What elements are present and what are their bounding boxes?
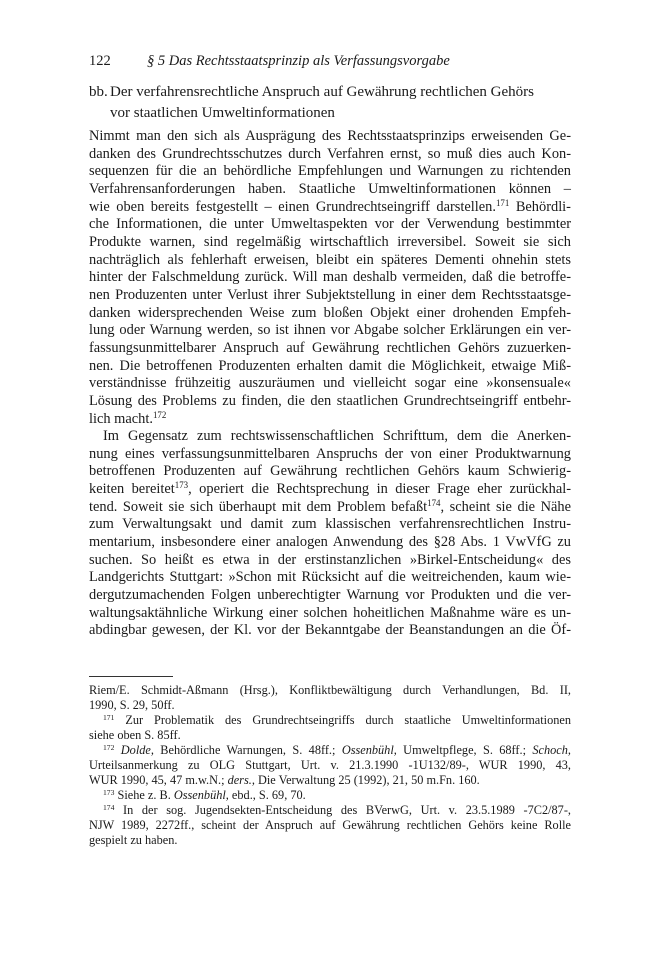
footnote-ref: 174 (427, 497, 441, 508)
text-segment: Siehe z. B. (114, 788, 174, 802)
text-segment: Die Verwaltung 25 (1992), 21, 50 m.Fn. 160. (254, 773, 480, 787)
text-segment: lich macht. (89, 410, 153, 427)
text-segment: , scheint sie die Nähe (440, 498, 571, 515)
footnote-ref: 173 (174, 480, 189, 491)
text-segment: , operiert die Rechtsprechung in dieser Frage eher zurückhal- (188, 481, 571, 498)
section-title-line: vor staatlichen Umweltinformationen (110, 105, 335, 121)
text-segment: Verfahrensanforderungen haben. Staatliche Umweltinformationen können – (89, 180, 571, 197)
text-segment: fassungsunmittelbarer Anspruch auf Gewährung rechtlichen Gehörs zuzuerken- (89, 339, 571, 356)
text-segment: sequenzen für die an behördliche Empfehlungen und Warnungen zu richtenden (89, 163, 571, 180)
text-segment: tend. Soweit sie sich überhaupt mit dem Problem befaßt (89, 498, 428, 515)
text-line (89, 481, 571, 499)
text-segment: danken widersprechenden Weise zum bloßen Objekt einer drohenden Empfeh- (89, 304, 571, 321)
text-line (89, 534, 571, 552)
text-line (89, 234, 571, 252)
text-segment: Zur Problematik des Grundrechtseingriffs durch staatliche Umweltinformationen (114, 713, 571, 727)
text-segment: Riem/E. Schmidt-Aßmann (Hrsg.), Konfliktbewältigung durch Verhandlungen, Bd. II, (89, 683, 571, 697)
footnotes (89, 683, 571, 848)
text-segment: Behördli- (509, 198, 571, 215)
text-segment: hinter der Falschmeldung zurück. Will man deshalb vermeiden, daß die betroffe- (89, 269, 571, 286)
text-segment: ebd., S. 69, 70. (228, 788, 306, 802)
text-segment: Urteilsanmerkung zu OLG Stuttgart, Urt. v. 21.3.1990 -1U132/89-, WUR 1990, 43, (89, 758, 571, 772)
text-line (89, 216, 571, 234)
footnote-line (89, 788, 571, 803)
text-line (89, 128, 571, 146)
text-line (89, 587, 571, 605)
footnote-line (89, 758, 571, 773)
text-segment: betroffenen Produzenten auf Gewährung rechtlichen Gehörs kaum Schwierig- (89, 463, 571, 480)
text-segment: suchen. So heißt es etwa in der erstinstanzlichen »Birkel-Entscheidung« des (89, 551, 571, 568)
italic-author: Dolde, (120, 743, 154, 757)
text-segment: waltungsaktähnliche Wirkung einer solchen hoheitlichen Maßnahme wäre es un- (89, 604, 571, 621)
text-line (89, 516, 571, 534)
italic-author: ders., (227, 773, 255, 787)
text-segment: Umweltpflege, S. 68ff.; (396, 743, 533, 757)
footnote-line (89, 818, 571, 833)
text-segment: siehe oben S. 85ff. (89, 728, 181, 742)
text-segment: Produkte warnen, sind regelmäßig wirtschaftlich irreversibel. Soweit sie sich (89, 233, 571, 250)
footnote-ref: 174 (103, 802, 115, 812)
text-segment: verständnisse frühzeitig auszuräumen und vielleicht sogar eine »konsensuale« (89, 375, 571, 392)
text-segment: Behördliche Warnungen, S. 48ff.; (153, 743, 342, 757)
text-segment: zum Verwaltungsakt und damit zum klassischen verfahrensrechtlichen Instru- (89, 516, 571, 533)
text-line (89, 181, 571, 199)
footnote-line (89, 743, 571, 758)
text-line (89, 622, 571, 640)
page-number: 122 (89, 53, 111, 69)
text-line (89, 163, 571, 181)
footnote-line (89, 683, 571, 698)
text-segment: nen Produzenten unter Verlust ihrer Subjektstellung in einer dem Rechtsstaatsge- (89, 286, 571, 303)
footnote-ref: 172 (103, 742, 115, 752)
text-segment: danken des Grundrechtsschutzes durch Verfahren ernst, so muß dies auch Kon- (89, 145, 571, 162)
running-title: § 5 Das Rechtsstaatsprinzip als Verfassungsvorgabe (147, 53, 450, 69)
text-segment: keiten bereitet (89, 481, 175, 498)
footnote-separator (89, 676, 173, 677)
text-line (89, 252, 571, 270)
italic-author: Ossenbühl, (173, 788, 229, 802)
text-line (89, 199, 571, 217)
footnote-line (89, 698, 571, 713)
text-line (89, 322, 571, 340)
text-line (89, 146, 571, 164)
text-line (89, 411, 571, 429)
footnote-line (89, 728, 571, 743)
text-line (89, 428, 571, 446)
section-title-line: Der verfahrensrechtliche Anspruch auf Gewährung rechtlichen Gehörs (110, 84, 534, 100)
text-segment: Lösung des Problems zu finden, die den staatlichen Grundrechtseingriff entbehr- (89, 392, 571, 409)
text-line (89, 375, 571, 393)
text-segment: mentarium, insbesondere einer analogen Anwendung des §28 Abs. 1 VwVfG zu (89, 534, 571, 551)
text-line (89, 305, 571, 323)
text-line (89, 340, 571, 358)
italic-author: Ossenbühl, (341, 743, 397, 757)
footnote-ref: 171 (495, 197, 510, 208)
text-segment: lung oder Warnung werden, so ist ihnen vor Abgabe solcher Erklärungen ein ver- (89, 322, 571, 339)
text-segment: nung eines verfassungsunmittelbaren Anspruchs der von einer Produktwarnung (89, 445, 571, 462)
text-line (89, 499, 571, 517)
footnote-line (89, 833, 571, 848)
text-segment: WUR 1990, 45, 47 m.w.N.; (89, 773, 228, 787)
text-line (89, 463, 571, 481)
text-line (89, 446, 571, 464)
footnote-line (89, 773, 571, 788)
text-line (89, 605, 571, 623)
text-segment: In der sog. Jugendsekten-Entscheidung des BVerwG, Urt. v. 23.5.1989 -7C2/87-, (114, 803, 571, 817)
footnote-ref: 171 (103, 712, 115, 722)
section-number: bb. (89, 84, 108, 100)
text-segment: Im Gegensatz zum rechtswissenschaftlichen Schrifttum, dem die Anerken- (103, 428, 571, 445)
footnote-line (89, 713, 571, 728)
text-line (89, 393, 571, 411)
text-line (89, 552, 571, 570)
text-segment: che Informationen, die unter Umweltaspekten vor der Verwendung bestimmter (89, 216, 571, 233)
text-line (89, 269, 571, 287)
text-segment: 1990, S. 29, 50ff. (89, 698, 175, 712)
footnote-line (89, 803, 571, 818)
text-segment: wie oben bereits festgestellt – einen Grundrechtseingriff darstellen. (89, 198, 496, 215)
italic-author: Schoch, (532, 743, 571, 757)
body-text (89, 128, 571, 640)
text-segment: abdingbar gewesen, der Kl. vor der Bekanntgabe der Beanstandungen an die Öf- (89, 622, 571, 639)
text-line (89, 569, 571, 587)
footnote-ref: 172 (152, 409, 167, 420)
text-line (89, 358, 571, 376)
text-line (89, 287, 571, 305)
footnote-ref: 173 (103, 787, 115, 797)
text-segment: gespielt zu haben. (89, 833, 178, 847)
text-segment: nachträglich als fehlerhaft erweisen, bleibt ein späteres Dementi ohnehin stets (89, 251, 571, 268)
text-segment: nen. Die betroffenen Produzenten erhalten damit die Möglichkeit, etwaige Miß- (89, 357, 571, 374)
text-segment: dergutzumachenden Folgen unberechtigter Warnung vor Produkten und die ver- (89, 587, 571, 604)
text-segment: Landgerichts Stuttgart: »Schon mit Rücksicht auf die weitreichenden, kaum wie- (89, 569, 571, 586)
text-segment: Nimmt man den sich als Ausprägung des Rechtsstaatsprinzips erweisenden Ge- (89, 128, 571, 144)
section-heading (89, 82, 571, 124)
text-segment: NJW 1989, 2272ff., scheint der Anspruch auf Gewährung rechtlichen Gehörs keine Rolle (89, 818, 571, 832)
